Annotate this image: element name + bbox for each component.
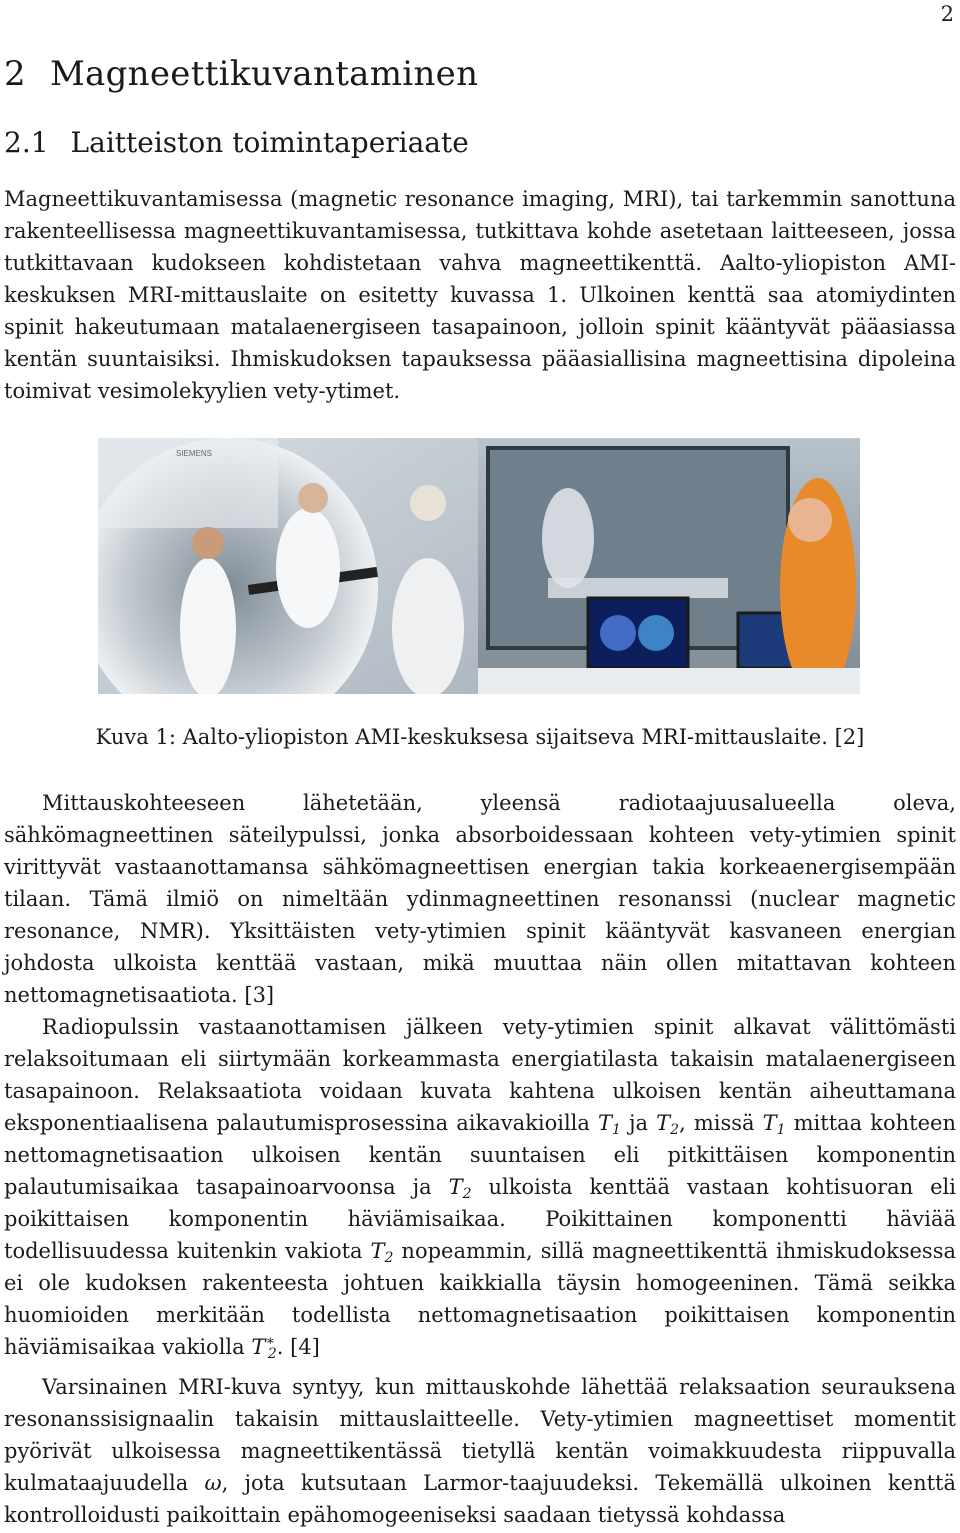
section-number: 2 xyxy=(4,54,26,94)
technician-head xyxy=(788,498,832,542)
paragraph-3-text-4: mittaa kohteen nettomagnetisaation ulkoisen kentän suuntaisen eli pitkittäisen komponentin palautumisaikaa tasapainoarvoonsa ja xyxy=(4,1111,956,1199)
symbol-t2 xyxy=(656,1111,680,1138)
paragraph-2: Mittauskohteeseen lähetetään, yleensä radiotaajuusalueella oleva, sähkömagneettinen säteilypulssi, jonka absorboidessaan kohteen vety-ytimien spinit virittyvät vastaanottamansa sähkömagneettisen energian takia korkeaenergisempään tilaan. Tämä ilmiö on nimeltään ydinmagneettinen resonanssi (nuclear magnetic resonance, NMR). Yksittäisten vety-ytimien spinit kääntyvät kasvaneen energian johdosta ulkoista kenttää vastaan, mikä muuttaa näin ollen mitattavan kohteen nettomagnetisaatiota. [3] xyxy=(4,791,956,1007)
section-title-text: Magneettikuvantaminen xyxy=(49,54,479,94)
subsection-title-text: Laitteiston toimintaperiaate xyxy=(70,126,469,159)
paragraph-3-text-2: ja xyxy=(620,1111,657,1135)
mri-photo-collage xyxy=(98,438,860,694)
page-number: 2 xyxy=(940,2,954,26)
symbol-omega: ω xyxy=(204,1471,222,1495)
mri-figure xyxy=(98,438,860,694)
symbol-t1 xyxy=(762,1111,786,1138)
subscript-2: 2 xyxy=(670,1122,680,1138)
person-left-head xyxy=(192,527,224,559)
section-title xyxy=(4,54,478,94)
paragraph-4-text-2: , jota kutsutaan Larmor-taajuudeksi. Tekemällä ulkoinen kenttä kontrolloidusti paikoittain epähomogeeniseksi saadaan tietyssä kohdassa xyxy=(4,1471,956,1527)
paragraph-4 xyxy=(4,1371,956,1531)
subscript-1: 1 xyxy=(776,1122,786,1138)
paragraph-3-text-7: . [4] xyxy=(276,1335,320,1359)
operator-behind-glass xyxy=(542,488,594,588)
paragraph-1: Magneettikuvantamisessa (magnetic resonance imaging, MRI), tai tarkemmin sanottuna rakenteellisessa magneettikuvantamisessa, tutkittava kohde asetetaan laitteeseen, jossa tutkittavaan kudokseen kohdistetaan vahva magneettikenttä. Aalto-yliopiston AMI-keskuksen MRI-mittauslaite on esitetty kuvassa 1. Ulkoinen kenttä saa atomiydinten spinit hakeutumaan matalaenergiseen tasapainoon, jolloin spinit kääntyvät pääasiassa kentän suuntaisiksi. Ihmiskudoksen tapauksessa pääasiallisina magneettisina dipoleina toimivat vesimolekyylien vety-ytimet. xyxy=(4,187,956,403)
symbol-t: T xyxy=(370,1239,385,1263)
brain-scan-image-2 xyxy=(638,615,674,651)
person-right-head xyxy=(410,485,446,521)
symbol-t2 xyxy=(448,1175,472,1202)
patient-table xyxy=(548,578,728,598)
subscript-2: 2 xyxy=(384,1250,394,1266)
brain-scan-image xyxy=(600,615,636,651)
person-middle-head xyxy=(298,483,328,513)
person-left xyxy=(180,558,236,694)
symbol-t: T xyxy=(762,1111,777,1135)
paragraph-3-text-1: Radiopulssin vastaanottamisen jälkeen vety-ytimien spinit alkavat välittömästi relaksoitumaan eli siirtymään korkeammasta energiatilasta takaisin matalaenergiseen tasapainoon. Relaksaatiota voidaan kuvata kahtena ulkoisen kentän aiheuttamana eksponentiaalisena palautumisprosessina aikavakioilla xyxy=(4,1015,956,1135)
symbol-t2-star xyxy=(251,1333,277,1362)
symbol-t: T xyxy=(656,1111,671,1135)
symbol-t: T xyxy=(597,1111,612,1135)
subscript-2: 2 xyxy=(462,1186,472,1202)
symbol-t: T xyxy=(251,1335,266,1359)
subsection-number: 2.1 xyxy=(4,126,49,159)
symbol-t: T xyxy=(448,1175,463,1199)
subscript-1: 1 xyxy=(612,1122,621,1138)
superscript-star: ∗ xyxy=(265,1333,275,1349)
paragraph-3 xyxy=(4,1011,956,1363)
control-desk xyxy=(478,668,860,694)
paragraph-3-text-5: ulkoista kenttää vastaan kohtisuoran eli poikittaisen komponentin häviämisaikaa. Poikittainen komponentti häviää todellisuudessa kuitenkin vakiota xyxy=(4,1175,956,1263)
figure-caption: Kuva 1: Aalto-yliopiston AMI-keskuksesa sijaitseva MRI-mittauslaite. [2] xyxy=(95,725,865,749)
paragraph-4-text-1: Varsinainen MRI-kuva syntyy, kun mittauskohde lähettää relaksaation seurauksena resonanssisignaalin takaisin mittauslaitteelle. Vety-ytimien magneettiset momentit pyörivät ulkoisessa magneettikentässä tietyllä kentän voimakkuudesta riippuvalla kulmataajuudella xyxy=(4,1375,956,1495)
symbol-t2 xyxy=(370,1239,394,1266)
person-right xyxy=(392,558,464,694)
symbol-t1 xyxy=(597,1111,621,1138)
scanner-brand-label: SIEMENS xyxy=(176,449,213,458)
paragraph-3-text-6: nopeammin, sillä magneettikenttä ihmiskudoksessa ei ole kudoksen rakenteesta johtuen kaikkialla täysin homogeeninen. Tämä seikka huomioiden merkitään todellista nettomagnetisaation poikittaisen komponentin häviämisaikaa vakiolla xyxy=(4,1239,956,1359)
subscript-2: 2 xyxy=(267,1346,277,1362)
subsection-title xyxy=(4,126,469,159)
person-middle xyxy=(276,508,340,628)
paragraph-3-text-3: , missä xyxy=(679,1111,763,1135)
